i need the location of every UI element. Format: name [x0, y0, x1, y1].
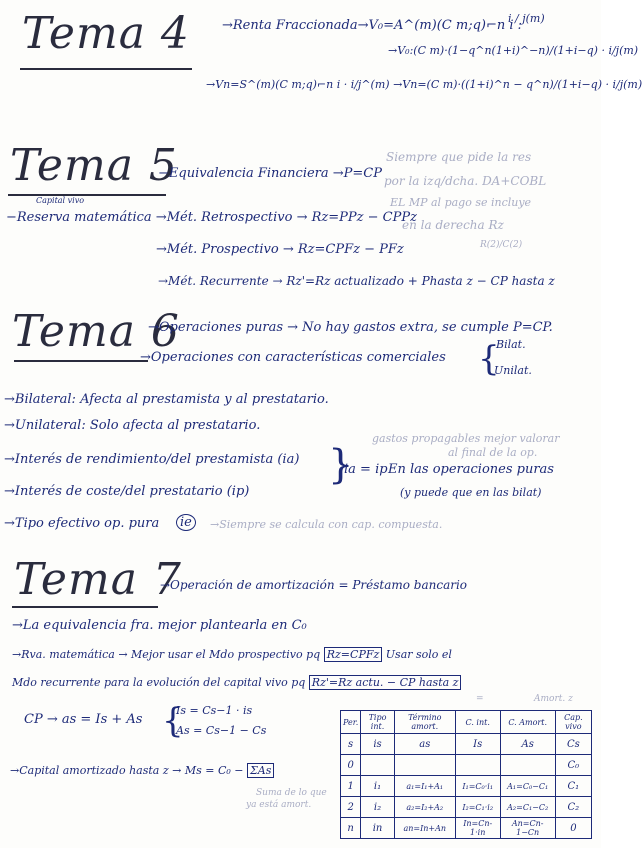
tema5-note-5: R(2)/C(2) [480, 240, 523, 250]
table-cell: i₁ [361, 776, 395, 797]
table-cell: A₂=C₁−C₂ [500, 797, 555, 818]
table-header-row [341, 711, 592, 734]
tema7-rva-pre: →Rva. matemática → Mejor usar el Mdo prospectivo pq [12, 648, 321, 661]
table-cell: An=Cn-1−Cn [500, 818, 555, 839]
tema6-rendimiento: →Interés de rendimiento/del prestamista (ia) [4, 452, 300, 467]
tema7-rva-post: Usar solo el [385, 648, 452, 661]
table-cell [500, 755, 555, 776]
tema7-col-note-2: Amort. z [534, 694, 573, 704]
tema6-y-puede: (y puede que en las bilat) [400, 486, 542, 499]
tema7-suma-note-1: Suma de lo que [256, 788, 327, 798]
table-row [341, 734, 592, 755]
table-cell: 2 [341, 797, 361, 818]
table-header: Per. [341, 711, 361, 734]
table-cell: a₂=I₂+A₂ [394, 797, 455, 818]
tema7-sum-box: ΣAs [247, 763, 274, 778]
tema5-equivalencia: −Equivalencia Financiera →P=CP [158, 166, 383, 181]
table-row [341, 755, 592, 776]
tema4-renta-fraction: i / j(m) [508, 12, 545, 25]
table-cell: C₂ [555, 797, 591, 818]
tema7-capital-amortizado [10, 764, 274, 777]
tema6-coste: →Interés de coste/del prestatario (ip) [4, 484, 250, 499]
tema6-comerciales: →Operaciones con características comerciales [140, 350, 446, 365]
table-cell: an=In+An [394, 818, 455, 839]
table-row [341, 776, 592, 797]
table-header: Término amort. [394, 711, 455, 734]
table-cell: 0 [555, 818, 591, 839]
table-cell: i₂ [361, 797, 395, 818]
table-cell: as [394, 734, 455, 755]
table-header: Cap. vivo [555, 711, 591, 734]
tema5-note-3: EL MP al pago se incluye [390, 196, 532, 209]
table-row [341, 797, 592, 818]
tema6-gastos-note-2: al final de la op. [448, 446, 538, 459]
tema6-title: Tema 6 [12, 306, 180, 357]
tema4-title: Tema 4 [22, 8, 190, 59]
table-cell: Is [455, 734, 500, 755]
table-row [341, 818, 592, 839]
table-cell: is [361, 734, 395, 755]
tema5-underline [8, 194, 166, 196]
table-cell: n [341, 818, 361, 839]
tema4-renta-fraccionada: →Renta Fraccionada→V₀=A^(m)(C m;q)⌐n i : [222, 18, 523, 33]
table-header: Tipo int. [361, 711, 395, 734]
tema6-en-las: En las operaciones puras [388, 462, 554, 477]
table-cell: I₁=C₀·i₁ [455, 776, 500, 797]
tema4-v0-formula: →V₀:(C m)·(1−q^n(1+i)^−n)/(1+i−q) · i/j(m) [388, 44, 639, 57]
tema5-prospectivo: →Mét. Prospectivo → Rz=CPFz − PFz [156, 242, 404, 257]
tema5-note-2: por la izq/dcha. DA+COBL [384, 174, 547, 188]
table-header: C. Amort. [500, 711, 555, 734]
tema6-bilat: Bilat. [496, 338, 526, 351]
tema6-ie-circled: ie [176, 514, 196, 531]
tema6-tipo-efectivo: →Tipo efectivo op. pura [4, 516, 160, 531]
tema7-as-formula: As = Cs−1 − Cs [176, 724, 267, 737]
tema6-brace: { [478, 339, 500, 379]
table-cell: I₂=C₁·i₂ [455, 797, 500, 818]
tema5-recurrente: →Mét. Recurrente → Rz'=Rz actualizado + Phasta z − CP hasta z [158, 274, 555, 288]
table-cell [455, 755, 500, 776]
tema7-mdo-text [12, 676, 461, 689]
tema6-unilateral: →Unilateral: Solo afecta al prestatario. [4, 418, 261, 433]
table-cell: C₁ [555, 776, 591, 797]
table-cell: C₀ [555, 755, 591, 776]
tema7-col-note-1: = [476, 694, 484, 704]
table-cell: Cs [555, 734, 591, 755]
tema7-rva-text [12, 648, 452, 661]
tema7-amortizacion: →Operación de amortización = Préstamo bancario [160, 578, 468, 592]
tema5-capital-vivo: Capital vivo [36, 196, 85, 205]
tema5-note-4: en la derecha Rz [402, 218, 504, 232]
table-cell [394, 755, 455, 776]
tema5-note-1: Siempre que pide la res [386, 150, 532, 164]
table-cell: A₁=C₀−C₁ [500, 776, 555, 797]
tema5-reserva: −Reserva matemática →Mét. Retrospectivo → Rz=PPz − CPPz [6, 210, 417, 225]
tema4-vn-formula: →Vn=S^(m)(C m;q)⌐n i · i/j^(m) →Vn=(C m)·((1+i)^n − q^n)/(1+i−q) · i/j(m) [206, 78, 642, 91]
table-cell: In=Cn-1·in [455, 818, 500, 839]
table-header: C. int. [455, 711, 500, 734]
table-cell: a₁=I₁+A₁ [394, 776, 455, 797]
tema6-siempre-calcula: →Siempre se calcula con cap. compuesta. [210, 518, 443, 531]
tema7-equivalencia: →La equivalencia fra. mejor plantearla en C₀ [12, 618, 307, 633]
tema7-is-formula: Is = Cs−1 · is [176, 704, 253, 717]
tema6-gastos-note-1: gastos propagables mejor valorar [372, 432, 560, 445]
tema6-puras: →Operaciones puras → No hay gastos extra, se cumple P=CP. [148, 320, 553, 335]
tema5-title: Tema 5 [10, 140, 178, 191]
table-cell [361, 755, 395, 776]
amortization-table [340, 710, 592, 839]
tema7-mdo-box: Rz'=Rz actu. − CP hasta z [309, 675, 462, 690]
tema4-underline [20, 68, 192, 70]
tema6-ia-brace: } [328, 442, 354, 488]
tema7-mdo-pre: Mdo recurrente para la evolución del capital vivo pq [12, 676, 306, 689]
tema6-unilat: Unilat. [494, 364, 532, 377]
tema7-cp-brace: { [162, 701, 184, 741]
table-cell: 1 [341, 776, 361, 797]
table-cell: As [500, 734, 555, 755]
tema6-bilateral: →Bilateral: Afecta al prestamista y al prestatario. [4, 392, 329, 407]
table-cell: s [341, 734, 361, 755]
tema6-underline [14, 360, 148, 362]
tema7-rva-box: Rz=CPFz [324, 647, 383, 662]
table-cell: 0 [341, 755, 361, 776]
tema7-cp-as: CP → as = Is + As [24, 712, 143, 727]
tema7-title: Tema 7 [14, 554, 182, 605]
tema7-suma-note-2: ya está amort. [246, 800, 312, 810]
tema6-ia-ip: ia = ip [344, 462, 388, 477]
tema7-underline [12, 606, 158, 608]
table-cell: in [361, 818, 395, 839]
tema7-capital-amort-text: →Capital amortizado hasta z → Ms = C₀ − [10, 764, 244, 777]
